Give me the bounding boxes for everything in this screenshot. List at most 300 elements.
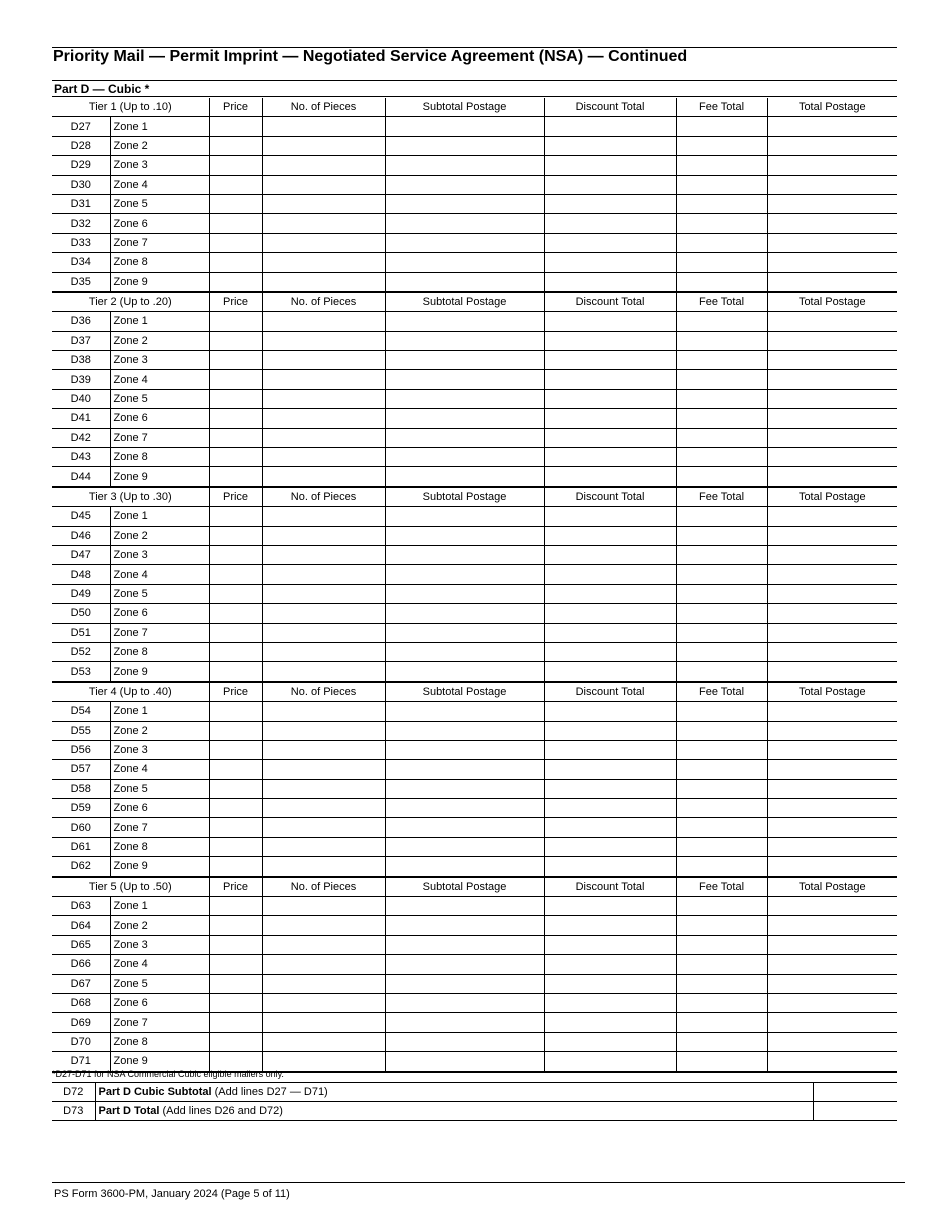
table-row bbox=[52, 818, 897, 837]
fee-total-field[interactable] bbox=[676, 604, 767, 623]
total-postage-field[interactable] bbox=[767, 233, 897, 252]
pieces-field[interactable] bbox=[262, 935, 385, 954]
fee-total-field[interactable] bbox=[676, 955, 767, 974]
discount-total-field[interactable] bbox=[544, 897, 676, 916]
total-postage-field[interactable] bbox=[767, 935, 897, 954]
subtotal-postage-field[interactable] bbox=[385, 779, 544, 798]
discount-total-field[interactable] bbox=[544, 721, 676, 740]
table-row bbox=[52, 604, 897, 623]
price-field[interactable] bbox=[209, 721, 262, 740]
zone-label: Zone 4 bbox=[110, 565, 209, 584]
pieces-field[interactable] bbox=[262, 194, 385, 213]
pieces-field[interactable] bbox=[262, 955, 385, 974]
fee-total-field[interactable] bbox=[676, 467, 767, 487]
subtotal-postage-field[interactable] bbox=[385, 507, 544, 526]
discount-total-field[interactable] bbox=[544, 779, 676, 798]
column-header: Total Postage bbox=[767, 682, 897, 702]
fee-total-field[interactable] bbox=[676, 837, 767, 856]
price-field[interactable] bbox=[209, 897, 262, 916]
total-postage-field[interactable] bbox=[767, 117, 897, 136]
subtotal-postage-field[interactable] bbox=[385, 233, 544, 252]
discount-total-field[interactable] bbox=[544, 428, 676, 447]
pieces-field[interactable] bbox=[262, 779, 385, 798]
total-postage-field[interactable] bbox=[767, 253, 897, 272]
total-postage-field[interactable] bbox=[767, 526, 897, 545]
price-field[interactable] bbox=[209, 760, 262, 779]
fee-total-field[interactable] bbox=[676, 702, 767, 721]
line-number: D43 bbox=[52, 448, 110, 467]
subtotal-postage-field[interactable] bbox=[385, 584, 544, 603]
discount-total-field[interactable] bbox=[544, 799, 676, 818]
zone-label: Zone 7 bbox=[110, 428, 209, 447]
total-postage-field[interactable] bbox=[767, 467, 897, 487]
total-postage-field[interactable] bbox=[767, 448, 897, 467]
fee-total-field[interactable] bbox=[676, 156, 767, 175]
fee-total-field[interactable] bbox=[676, 818, 767, 837]
pieces-field[interactable] bbox=[262, 175, 385, 194]
discount-total-field[interactable] bbox=[544, 194, 676, 213]
price-field[interactable] bbox=[209, 935, 262, 954]
fee-total-field[interactable] bbox=[676, 662, 767, 682]
subtotal-postage-field[interactable] bbox=[385, 272, 544, 292]
pieces-field[interactable] bbox=[262, 389, 385, 408]
discount-total-field[interactable] bbox=[544, 1013, 676, 1032]
price-field[interactable] bbox=[209, 409, 262, 428]
price-field[interactable] bbox=[209, 467, 262, 487]
price-field[interactable] bbox=[209, 857, 262, 877]
pieces-field[interactable] bbox=[262, 507, 385, 526]
price-field[interactable] bbox=[209, 1013, 262, 1032]
pieces-field[interactable] bbox=[262, 331, 385, 350]
fee-total-field[interactable] bbox=[676, 194, 767, 213]
subtotal-postage-field[interactable] bbox=[385, 935, 544, 954]
total-postage-field[interactable] bbox=[767, 721, 897, 740]
total-postage-field[interactable] bbox=[767, 1052, 897, 1072]
subtotal-postage-field[interactable] bbox=[385, 565, 544, 584]
subtotal-postage-field[interactable] bbox=[385, 175, 544, 194]
price-field[interactable] bbox=[209, 779, 262, 798]
pieces-field[interactable] bbox=[262, 642, 385, 661]
pieces-field[interactable] bbox=[262, 662, 385, 682]
pieces-field[interactable] bbox=[262, 370, 385, 389]
discount-total-field[interactable] bbox=[544, 175, 676, 194]
fee-total-field[interactable] bbox=[676, 312, 767, 331]
subtotal-postage-field[interactable] bbox=[385, 623, 544, 642]
price-field[interactable] bbox=[209, 702, 262, 721]
pieces-field[interactable] bbox=[262, 837, 385, 856]
subtotal-postage-field[interactable] bbox=[385, 857, 544, 877]
zone-label: Zone 6 bbox=[110, 214, 209, 233]
fee-total-field[interactable] bbox=[676, 117, 767, 136]
fee-total-field[interactable] bbox=[676, 799, 767, 818]
subtotal-postage-field[interactable] bbox=[385, 740, 544, 759]
pieces-field[interactable] bbox=[262, 799, 385, 818]
line-number: D40 bbox=[52, 389, 110, 408]
subtotal-postage-field[interactable] bbox=[385, 428, 544, 447]
table-row bbox=[52, 623, 897, 642]
price-field[interactable] bbox=[209, 312, 262, 331]
pieces-field[interactable] bbox=[262, 156, 385, 175]
fee-total-field[interactable] bbox=[676, 526, 767, 545]
total-postage-field[interactable] bbox=[767, 916, 897, 935]
fee-total-field[interactable] bbox=[676, 136, 767, 155]
price-field[interactable] bbox=[209, 272, 262, 292]
table-row bbox=[52, 370, 897, 389]
total-postage-field[interactable] bbox=[767, 760, 897, 779]
fee-total-field[interactable] bbox=[676, 993, 767, 1012]
pieces-field[interactable] bbox=[262, 428, 385, 447]
price-field[interactable] bbox=[209, 916, 262, 935]
pieces-field[interactable] bbox=[262, 623, 385, 642]
price-field[interactable] bbox=[209, 1032, 262, 1051]
total-postage-field[interactable] bbox=[767, 545, 897, 564]
total-postage-field[interactable] bbox=[767, 389, 897, 408]
discount-total-field[interactable] bbox=[544, 409, 676, 428]
line-number: D54 bbox=[52, 702, 110, 721]
summary-amount-field[interactable] bbox=[813, 1083, 897, 1102]
price-field[interactable] bbox=[209, 993, 262, 1012]
table-row bbox=[52, 136, 897, 155]
fee-total-field[interactable] bbox=[676, 545, 767, 564]
subtotal-postage-field[interactable] bbox=[385, 312, 544, 331]
total-postage-field[interactable] bbox=[767, 331, 897, 350]
subtotal-postage-field[interactable] bbox=[385, 545, 544, 564]
subtotal-postage-field[interactable] bbox=[385, 604, 544, 623]
pieces-field[interactable] bbox=[262, 448, 385, 467]
discount-total-field[interactable] bbox=[544, 351, 676, 370]
total-postage-field[interactable] bbox=[767, 993, 897, 1012]
subtotal-postage-field[interactable] bbox=[385, 214, 544, 233]
discount-total-field[interactable] bbox=[544, 584, 676, 603]
fee-total-field[interactable] bbox=[676, 740, 767, 759]
total-postage-field[interactable] bbox=[767, 779, 897, 798]
total-postage-field[interactable] bbox=[767, 428, 897, 447]
total-postage-field[interactable] bbox=[767, 955, 897, 974]
price-field[interactable] bbox=[209, 233, 262, 252]
price-field[interactable] bbox=[209, 156, 262, 175]
subtotal-postage-field[interactable] bbox=[385, 897, 544, 916]
tier-label: Tier 5 (Up to .50) bbox=[52, 877, 209, 897]
subtotal-postage-field[interactable] bbox=[385, 448, 544, 467]
discount-total-field[interactable] bbox=[544, 760, 676, 779]
discount-total-field[interactable] bbox=[544, 565, 676, 584]
pieces-field[interactable] bbox=[262, 760, 385, 779]
total-postage-field[interactable] bbox=[767, 1013, 897, 1032]
fee-total-field[interactable] bbox=[676, 1052, 767, 1072]
pieces-field[interactable] bbox=[262, 214, 385, 233]
discount-total-field[interactable] bbox=[544, 818, 676, 837]
price-field[interactable] bbox=[209, 662, 262, 682]
price-field[interactable] bbox=[209, 565, 262, 584]
subtotal-postage-field[interactable] bbox=[385, 1032, 544, 1051]
discount-total-field[interactable] bbox=[544, 467, 676, 487]
subtotal-postage-field[interactable] bbox=[385, 389, 544, 408]
subtotal-postage-field[interactable] bbox=[385, 974, 544, 993]
pieces-field[interactable] bbox=[262, 818, 385, 837]
total-postage-field[interactable] bbox=[767, 857, 897, 877]
total-postage-field[interactable] bbox=[767, 642, 897, 661]
zone-label: Zone 4 bbox=[110, 955, 209, 974]
price-field[interactable] bbox=[209, 194, 262, 213]
fee-total-field[interactable] bbox=[676, 760, 767, 779]
fee-total-field[interactable] bbox=[676, 409, 767, 428]
subtotal-postage-field[interactable] bbox=[385, 331, 544, 350]
price-field[interactable] bbox=[209, 818, 262, 837]
pieces-field[interactable] bbox=[262, 272, 385, 292]
price-field[interactable] bbox=[209, 175, 262, 194]
total-postage-field[interactable] bbox=[767, 194, 897, 213]
column-header: Price bbox=[209, 487, 262, 507]
column-header: Discount Total bbox=[544, 292, 676, 312]
discount-total-field[interactable] bbox=[544, 993, 676, 1012]
line-number: D66 bbox=[52, 955, 110, 974]
price-field[interactable] bbox=[209, 331, 262, 350]
discount-total-field[interactable] bbox=[544, 1052, 676, 1072]
discount-total-field[interactable] bbox=[544, 136, 676, 155]
subtotal-postage-field[interactable] bbox=[385, 194, 544, 213]
pieces-field[interactable] bbox=[262, 136, 385, 155]
subtotal-postage-field[interactable] bbox=[385, 721, 544, 740]
price-field[interactable] bbox=[209, 623, 262, 642]
price-field[interactable] bbox=[209, 526, 262, 545]
fee-total-field[interactable] bbox=[676, 389, 767, 408]
fee-total-field[interactable] bbox=[676, 1013, 767, 1032]
total-postage-field[interactable] bbox=[767, 214, 897, 233]
subtotal-postage-field[interactable] bbox=[385, 916, 544, 935]
tier-label: Tier 3 (Up to .30) bbox=[52, 487, 209, 507]
fee-total-field[interactable] bbox=[676, 351, 767, 370]
fee-total-field[interactable] bbox=[676, 253, 767, 272]
total-postage-field[interactable] bbox=[767, 818, 897, 837]
summary-amount-field[interactable] bbox=[813, 1102, 897, 1121]
fee-total-field[interactable] bbox=[676, 897, 767, 916]
total-postage-field[interactable] bbox=[767, 409, 897, 428]
discount-total-field[interactable] bbox=[544, 662, 676, 682]
pieces-field[interactable] bbox=[262, 467, 385, 487]
price-field[interactable] bbox=[209, 974, 262, 993]
subtotal-postage-field[interactable] bbox=[385, 467, 544, 487]
pieces-field[interactable] bbox=[262, 312, 385, 331]
fee-total-field[interactable] bbox=[676, 565, 767, 584]
subtotal-postage-field[interactable] bbox=[385, 156, 544, 175]
discount-total-field[interactable] bbox=[544, 740, 676, 759]
discount-total-field[interactable] bbox=[544, 507, 676, 526]
line-number: D45 bbox=[52, 507, 110, 526]
subtotal-postage-field[interactable] bbox=[385, 526, 544, 545]
pieces-field[interactable] bbox=[262, 702, 385, 721]
subtotal-postage-field[interactable] bbox=[385, 642, 544, 661]
subtotal-postage-field[interactable] bbox=[385, 760, 544, 779]
price-field[interactable] bbox=[209, 837, 262, 856]
price-field[interactable] bbox=[209, 117, 262, 136]
total-postage-field[interactable] bbox=[767, 584, 897, 603]
price-field[interactable] bbox=[209, 214, 262, 233]
table-row bbox=[52, 409, 897, 428]
pieces-field[interactable] bbox=[262, 916, 385, 935]
discount-total-field[interactable] bbox=[544, 312, 676, 331]
price-field[interactable] bbox=[209, 253, 262, 272]
fee-total-field[interactable] bbox=[676, 974, 767, 993]
pieces-field[interactable] bbox=[262, 526, 385, 545]
pieces-field[interactable] bbox=[262, 1013, 385, 1032]
discount-total-field[interactable] bbox=[544, 156, 676, 175]
zone-label: Zone 9 bbox=[110, 1052, 209, 1072]
fee-total-field[interactable] bbox=[676, 175, 767, 194]
fee-total-field[interactable] bbox=[676, 642, 767, 661]
fee-total-field[interactable] bbox=[676, 448, 767, 467]
subtotal-postage-field[interactable] bbox=[385, 1013, 544, 1032]
discount-total-field[interactable] bbox=[544, 272, 676, 292]
discount-total-field[interactable] bbox=[544, 1032, 676, 1051]
subtotal-postage-field[interactable] bbox=[385, 136, 544, 155]
discount-total-field[interactable] bbox=[544, 974, 676, 993]
total-postage-field[interactable] bbox=[767, 897, 897, 916]
discount-total-field[interactable] bbox=[544, 837, 676, 856]
discount-total-field[interactable] bbox=[544, 857, 676, 877]
price-field[interactable] bbox=[209, 955, 262, 974]
price-field[interactable] bbox=[209, 448, 262, 467]
subtotal-postage-field[interactable] bbox=[385, 409, 544, 428]
price-field[interactable] bbox=[209, 351, 262, 370]
fee-total-field[interactable] bbox=[676, 779, 767, 798]
total-postage-field[interactable] bbox=[767, 565, 897, 584]
subtotal-postage-field[interactable] bbox=[385, 837, 544, 856]
discount-total-field[interactable] bbox=[544, 117, 676, 136]
total-postage-field[interactable] bbox=[767, 175, 897, 194]
pieces-field[interactable] bbox=[262, 604, 385, 623]
line-number: D32 bbox=[52, 214, 110, 233]
fee-total-field[interactable] bbox=[676, 935, 767, 954]
pieces-field[interactable] bbox=[262, 1032, 385, 1051]
fee-total-field[interactable] bbox=[676, 623, 767, 642]
pieces-field[interactable] bbox=[262, 721, 385, 740]
pieces-field[interactable] bbox=[262, 565, 385, 584]
fee-total-field[interactable] bbox=[676, 272, 767, 292]
pieces-field[interactable] bbox=[262, 253, 385, 272]
fee-total-field[interactable] bbox=[676, 584, 767, 603]
subtotal-postage-field[interactable] bbox=[385, 818, 544, 837]
total-postage-field[interactable] bbox=[767, 156, 897, 175]
fee-total-field[interactable] bbox=[676, 370, 767, 389]
subtotal-postage-field[interactable] bbox=[385, 702, 544, 721]
zone-label: Zone 1 bbox=[110, 897, 209, 916]
subtotal-postage-field[interactable] bbox=[385, 955, 544, 974]
total-postage-field[interactable] bbox=[767, 136, 897, 155]
total-postage-field[interactable] bbox=[767, 507, 897, 526]
table-row bbox=[52, 916, 897, 935]
fee-total-field[interactable] bbox=[676, 233, 767, 252]
pieces-field[interactable] bbox=[262, 740, 385, 759]
subtotal-postage-field[interactable] bbox=[385, 799, 544, 818]
subtotal-postage-field[interactable] bbox=[385, 117, 544, 136]
total-postage-field[interactable] bbox=[767, 799, 897, 818]
price-field[interactable] bbox=[209, 370, 262, 389]
total-postage-field[interactable] bbox=[767, 1032, 897, 1051]
subtotal-postage-field[interactable] bbox=[385, 662, 544, 682]
pieces-field[interactable] bbox=[262, 117, 385, 136]
total-postage-field[interactable] bbox=[767, 623, 897, 642]
price-field[interactable] bbox=[209, 545, 262, 564]
pieces-field[interactable] bbox=[262, 409, 385, 428]
discount-total-field[interactable] bbox=[544, 623, 676, 642]
discount-total-field[interactable] bbox=[544, 253, 676, 272]
price-field[interactable] bbox=[209, 428, 262, 447]
price-field[interactable] bbox=[209, 604, 262, 623]
line-number: D59 bbox=[52, 799, 110, 818]
fee-total-field[interactable] bbox=[676, 721, 767, 740]
price-field[interactable] bbox=[209, 740, 262, 759]
pieces-field[interactable] bbox=[262, 584, 385, 603]
total-postage-field[interactable] bbox=[767, 272, 897, 292]
total-postage-field[interactable] bbox=[767, 837, 897, 856]
pieces-field[interactable] bbox=[262, 857, 385, 877]
price-field[interactable] bbox=[209, 584, 262, 603]
price-field[interactable] bbox=[209, 642, 262, 661]
fee-total-field[interactable] bbox=[676, 214, 767, 233]
pieces-field[interactable] bbox=[262, 351, 385, 370]
total-postage-field[interactable] bbox=[767, 974, 897, 993]
total-postage-field[interactable] bbox=[767, 351, 897, 370]
fee-total-field[interactable] bbox=[676, 916, 767, 935]
zone-label: Zone 3 bbox=[110, 740, 209, 759]
subtotal-postage-field[interactable] bbox=[385, 993, 544, 1012]
table-row bbox=[52, 760, 897, 779]
subtotal-postage-field[interactable] bbox=[385, 370, 544, 389]
pieces-field[interactable] bbox=[262, 897, 385, 916]
total-postage-field[interactable] bbox=[767, 662, 897, 682]
discount-total-field[interactable] bbox=[544, 702, 676, 721]
discount-total-field[interactable] bbox=[544, 233, 676, 252]
total-postage-field[interactable] bbox=[767, 312, 897, 331]
price-field[interactable] bbox=[209, 389, 262, 408]
discount-total-field[interactable] bbox=[544, 642, 676, 661]
discount-total-field[interactable] bbox=[544, 526, 676, 545]
fee-total-field[interactable] bbox=[676, 1032, 767, 1051]
pieces-field[interactable] bbox=[262, 993, 385, 1012]
total-postage-field[interactable] bbox=[767, 604, 897, 623]
fee-total-field[interactable] bbox=[676, 507, 767, 526]
total-postage-field[interactable] bbox=[767, 740, 897, 759]
line-number: D49 bbox=[52, 584, 110, 603]
pieces-field[interactable] bbox=[262, 545, 385, 564]
discount-total-field[interactable] bbox=[544, 604, 676, 623]
discount-total-field[interactable] bbox=[544, 545, 676, 564]
subtotal-postage-field[interactable] bbox=[385, 253, 544, 272]
discount-total-field[interactable] bbox=[544, 370, 676, 389]
discount-total-field[interactable] bbox=[544, 935, 676, 954]
subtotal-postage-field[interactable] bbox=[385, 351, 544, 370]
discount-total-field[interactable] bbox=[544, 916, 676, 935]
price-field[interactable] bbox=[209, 507, 262, 526]
summary-row bbox=[52, 1083, 897, 1102]
discount-total-field[interactable] bbox=[544, 389, 676, 408]
discount-total-field[interactable] bbox=[544, 448, 676, 467]
fee-total-field[interactable] bbox=[676, 331, 767, 350]
discount-total-field[interactable] bbox=[544, 331, 676, 350]
fee-total-field[interactable] bbox=[676, 428, 767, 447]
pieces-field[interactable] bbox=[262, 974, 385, 993]
subtotal-postage-field[interactable] bbox=[385, 1052, 544, 1072]
price-field[interactable] bbox=[209, 136, 262, 155]
summary-label: Part D Cubic Subtotal bbox=[98, 1086, 212, 1098]
total-postage-field[interactable] bbox=[767, 370, 897, 389]
discount-total-field[interactable] bbox=[544, 214, 676, 233]
pieces-field[interactable] bbox=[262, 233, 385, 252]
total-postage-field[interactable] bbox=[767, 702, 897, 721]
discount-total-field[interactable] bbox=[544, 955, 676, 974]
fee-total-field[interactable] bbox=[676, 857, 767, 877]
price-field[interactable] bbox=[209, 799, 262, 818]
